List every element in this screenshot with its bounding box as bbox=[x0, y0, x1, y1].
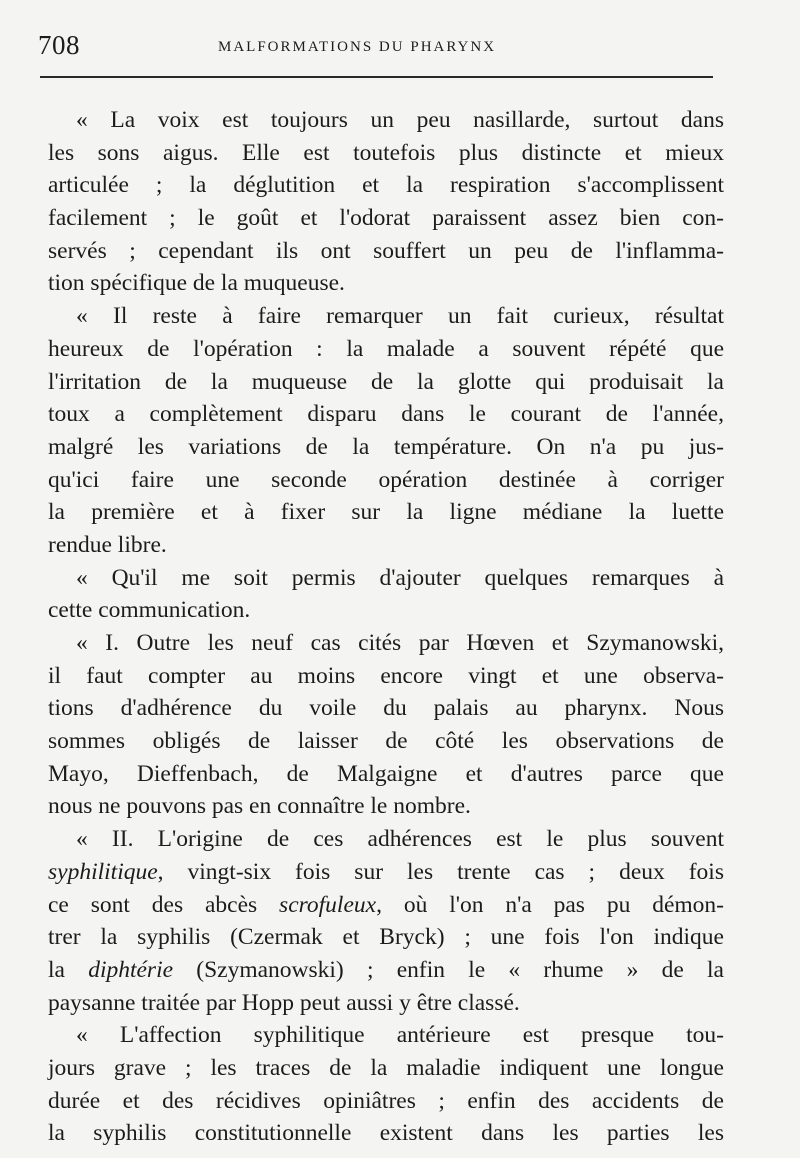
page-header bbox=[38, 30, 728, 70]
text-line bbox=[48, 496, 724, 529]
text-line bbox=[48, 267, 724, 300]
text-segment: , vingt-six fois sur les trente cas ; deux fois bbox=[157, 858, 724, 885]
text-segment: rendue libre. bbox=[48, 531, 167, 558]
text-segment: trer la syphilis (Czermak et Bryck) ; une fois l'on indique bbox=[48, 924, 724, 951]
italic-term: scrofuleux bbox=[279, 891, 377, 918]
text-segment: malgré les variations de la température. On n'a pu jus- bbox=[48, 433, 724, 460]
text-line bbox=[48, 660, 724, 693]
text-line bbox=[48, 856, 724, 889]
text-segment: il faut compter au moins encore vingt et une observa- bbox=[48, 662, 724, 689]
running-title: MALFORMATIONS DU PHARYNX bbox=[218, 39, 497, 55]
text-line bbox=[48, 1052, 724, 1085]
text-segment: nous ne pouvons pas en connaître le nombre. bbox=[48, 793, 471, 820]
text-line bbox=[48, 921, 724, 954]
italic-term: diphtérie bbox=[88, 956, 174, 983]
text-line bbox=[48, 1117, 724, 1150]
text-line bbox=[48, 398, 724, 431]
text-line bbox=[48, 202, 724, 235]
text-line bbox=[48, 954, 724, 987]
header-rule bbox=[40, 76, 713, 78]
text-line bbox=[48, 137, 724, 170]
text-segment: qu'ici faire une seconde opération destinée à corriger bbox=[48, 466, 724, 493]
text-line bbox=[48, 758, 724, 791]
text-line bbox=[48, 169, 724, 202]
text-line bbox=[48, 594, 724, 627]
text-line bbox=[48, 987, 724, 1020]
text-line bbox=[48, 889, 724, 922]
text-line bbox=[48, 431, 724, 464]
text-segment: jours grave ; les traces de la maladie indiquent une longue bbox=[48, 1054, 724, 1081]
text-segment: heureux de l'opération : la malade a souvent répété que bbox=[48, 335, 724, 362]
text-segment: l'irritation de la muqueuse de la glotte qui produisait la bbox=[48, 368, 724, 395]
text-segment: « La voix est toujours un peu nasillarde, surtout dans bbox=[76, 107, 724, 133]
text-segment: paysanne traitée par Hopp peut aussi y être classé. bbox=[48, 989, 520, 1016]
text-line bbox=[48, 725, 724, 758]
italic-term: syphilitique bbox=[48, 858, 158, 885]
text-line bbox=[48, 1019, 724, 1052]
text-segment: tion spécifique de la muqueuse. bbox=[48, 270, 345, 297]
text-segment: « Qu'il me soit permis d'ajouter quelques remarques à bbox=[76, 564, 724, 591]
page-number: 708 bbox=[38, 30, 80, 60]
text-line bbox=[48, 104, 724, 137]
text-line bbox=[48, 366, 724, 399]
text-line bbox=[48, 627, 724, 660]
text-segment: articulée ; la déglutition et la respiration s'accomplissent bbox=[48, 172, 724, 199]
text-segment: sommes obligés de laisser de côté les observations de bbox=[48, 728, 724, 755]
text-segment: Mayo, Dieffenbach, de Malgaigne et d'autres parce que bbox=[48, 760, 724, 787]
text-segment: la première et à fixer sur la ligne médiane la luette bbox=[48, 499, 724, 526]
text-segment: servés ; cependant ils ont souffert un peu de l'inflamma- bbox=[48, 237, 724, 264]
text-segment: « II. L'origine de ces adhérences est le plus souvent bbox=[76, 826, 724, 853]
text-line bbox=[48, 300, 724, 333]
text-segment: , où l'on n'a pas pu démon- bbox=[376, 891, 724, 918]
text-segment: (Szymanowski) ; enfin le « rhume » de la bbox=[173, 956, 724, 983]
text-segment: tions d'adhérence du voile du palais au pharynx. Nous bbox=[48, 695, 724, 722]
text-line bbox=[48, 333, 724, 366]
text-segment: la syphilis constitutionnelle existent dans les parties les bbox=[48, 1120, 724, 1147]
text-line bbox=[48, 235, 724, 268]
text-line bbox=[48, 790, 724, 823]
text-segment: ce sont des abcès bbox=[48, 891, 280, 918]
text-segment: durée et des récidives opiniâtres ; enfin des accidents de bbox=[48, 1087, 724, 1114]
text-segment: la bbox=[48, 956, 89, 983]
text-line bbox=[48, 562, 724, 595]
text-segment: « Il reste à faire remarquer un fait curieux, résultat bbox=[76, 303, 724, 330]
text-line bbox=[48, 692, 724, 725]
text-segment: « L'affection syphilitique antérieure est presque tou- bbox=[76, 1022, 724, 1049]
body-text bbox=[48, 104, 724, 1150]
text-segment: « I. Outre les neuf cas cités par Hœven et Szymanowski, bbox=[76, 630, 724, 656]
text-segment: toux a complètement disparu dans le courant de l'année, bbox=[48, 401, 724, 428]
text-line bbox=[48, 1085, 724, 1118]
text-segment: cette communication. bbox=[48, 597, 251, 624]
text-line bbox=[48, 464, 724, 497]
text-segment: les sons aigus. Elle est toutefois plus distincte et mieux bbox=[48, 139, 724, 166]
text-segment: facilement ; le goût et l'odorat paraissent assez bien con- bbox=[48, 205, 724, 232]
text-line bbox=[48, 529, 724, 562]
text-line bbox=[48, 823, 724, 856]
